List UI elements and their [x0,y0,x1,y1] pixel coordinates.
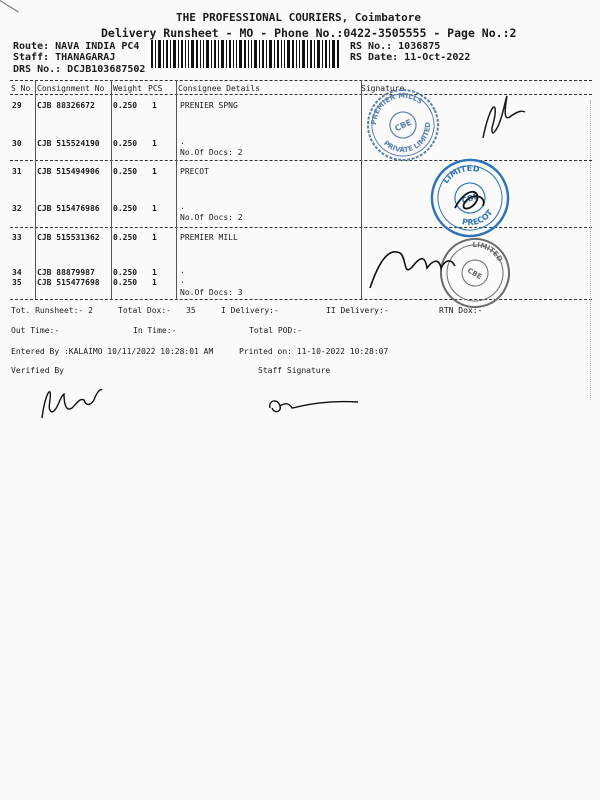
row-weight: 0.250 [113,268,138,277]
doc-count: No.Of Docs: 3 [180,288,243,297]
rs-number: RS No.: 1036875 [350,41,441,52]
row-pcs: 1 [152,204,157,213]
row-sno: 35 [12,278,22,287]
row-weight: 0.250 [113,167,138,176]
row-weight: 0.250 [113,101,138,110]
row-weight: 0.250 [113,233,138,242]
barcode-image [151,40,341,68]
row-pcs: 1 [152,139,157,148]
table-top-rule [10,80,592,81]
row-consignee: PRECOT [180,167,209,176]
tot-runsheet: Tot. Runsheet:- 2 [11,306,93,315]
svg-text:LIMITED [439,159,484,187]
row-sno: 29 [12,101,22,110]
row-consignment: CJB 88879987 [37,268,95,277]
runsheet-subtitle: Delivery Runsheet - MO - Phone No.:0422-3505555 - Page No.:2 [101,26,517,40]
i-delivery: I Delivery:- [221,306,279,315]
rs-date: RS Date: 11-Oct-2022 [350,52,471,63]
row-pcs: 1 [152,167,157,176]
company-stamp [429,227,522,310]
row-consignee: . [180,276,185,285]
row-consignee: PREMIER MILL [180,233,238,242]
stamp-text: PREMIER MILLS [369,91,424,126]
drs-number: DRS No.: DCJB103687502 [13,64,146,75]
row-weight: 0.250 [113,278,138,287]
route-label: Route: NAVA INDIA PC4 [13,41,140,52]
row-consignment: CJB 515476986 [37,204,100,213]
row-weight: 0.250 [113,139,138,148]
company-stamp [356,88,449,172]
total-dox-label: Total Dox:- [118,306,171,315]
verifier-signature [30,380,130,425]
column-header: Consignment No [37,84,105,93]
stamp-text: LIMITED [441,163,481,186]
stamp-text: LIMITED [472,240,504,264]
row-consignee: . [180,137,185,146]
company-title: THE PROFESSIONAL COURIERS, Coimbatore [176,11,422,24]
total-pod: Total POD:- [249,326,302,335]
doc-count: No.Of Docs: 2 [180,213,243,222]
in-time: In Time:- [133,326,177,335]
rtn-dox: RTN Dox:- [439,306,483,315]
scan-edge-mark [590,100,591,400]
ii-delivery: II Delivery:- [326,306,389,315]
column-header: Consignee Details [178,84,260,93]
staff-signature [262,392,372,422]
staff-signature-label: Staff Signature [258,366,331,375]
column-divider [176,80,177,299]
row-consignment: CJB 515477698 [37,278,100,287]
staff-label: Staff: THANAGARAJ [13,52,116,63]
row-pcs: 1 [152,233,157,242]
column-divider [35,80,36,299]
doc-count: No.Of Docs: 2 [180,148,243,157]
column-header: PCS [148,84,163,93]
row-pcs: 1 [152,278,157,287]
total-dox-value: 35 [186,306,196,315]
column-divider [111,80,112,299]
column-header: Signature [361,84,405,93]
column-header: Weight [113,84,142,93]
out-time: Out Time:- [11,326,60,335]
row-sno: 34 [12,268,22,277]
row-consignment: CJB 515531362 [37,233,100,242]
svg-text:PRECOT [459,206,498,231]
stamp-text: CBE [393,117,414,134]
stamp-text: CBE [465,266,484,282]
stamp-text: CBE [460,191,480,206]
signature-scribble [483,96,525,138]
row-consignee: . [180,266,185,275]
row-pcs: 1 [152,101,157,110]
row-sno: 33 [12,233,22,242]
printed-on: Printed on: 11-10-2022 10:28:07 [239,347,389,356]
signature-area [355,88,600,310]
row-sno: 32 [12,204,22,213]
row-weight: 0.250 [113,204,138,213]
entered-by: Entered By :KALAIMO 10/11/2022 10:28:01 AM [11,347,214,356]
row-consignment: CJB 515524190 [37,139,100,148]
row-consignment: CJB 515494906 [37,167,100,176]
stamp-text: PRIVATE LIMITED [382,121,433,155]
scan-corner-fold [0,0,19,24]
row-pcs: 1 [152,268,157,277]
row-consignee: . [180,202,185,211]
row-consignee: PRENIER SPNG [180,101,238,110]
row-sno: 31 [12,167,22,176]
column-header: S No [11,84,31,93]
row-consignment: CJB 88326672 [37,101,95,110]
verified-by-label: Verified By [11,366,64,375]
row-sno: 30 [12,139,22,148]
stamp-text: PRECOT [461,208,495,228]
